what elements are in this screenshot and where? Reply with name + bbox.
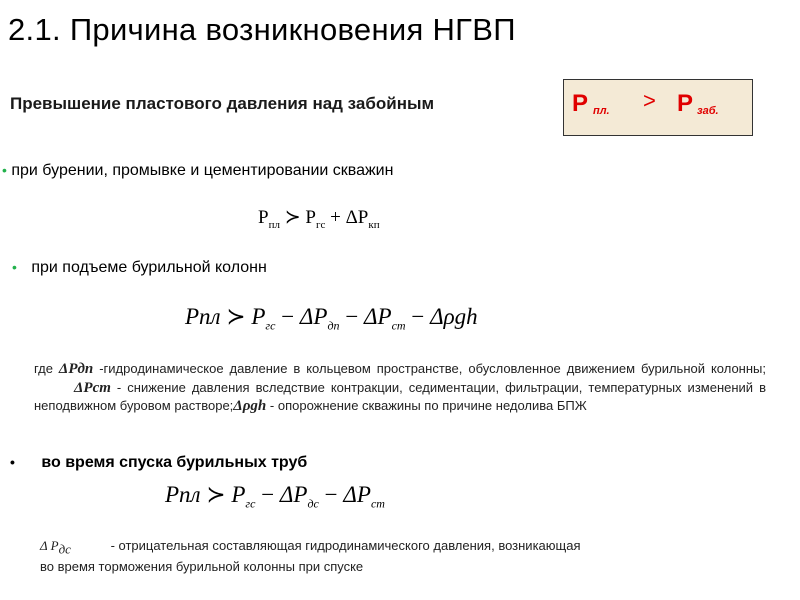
bullet-icon: •	[12, 259, 17, 275]
bullet-icon: •	[2, 162, 7, 178]
subtitle: Превышение пластового давления над забойным	[10, 94, 435, 113]
bullet-drilling	[2, 162, 393, 180]
bullet-text: во время спуска бурильных труб	[41, 454, 308, 471]
slide-title: 2.1. Причина возникновения НГВП	[8, 12, 516, 47]
formula-running: Pпл ≻ $P_{гс} - \Delta P_{дс} - \Delta P_{ст}$	[165, 482, 385, 511]
note-paragraph: Δ $P_{дс}$ - отрицательная составляющая гидродинамического давления, возникающая во время торможения бурильной колонны при спуске	[40, 538, 581, 574]
bullet-icon: •	[10, 454, 15, 470]
explanation-paragraph: где ΔPдп -гидродинамическое давление в кольцевом пространстве, обусловленное движением бурильной колонны; ΔPст - снижение давления вследствие контракции, седиментации, фильтрации, температурных изменений в неподвижном буровом растворе;Δρgh - опорожнение скважины по причине недолива БПЖ	[34, 361, 766, 414]
formula-pulling: Pпл ≻ $P_{гс} - \Delta P_{дп} - \Delta P_{ст} - \Delta\rho gh$	[185, 304, 478, 333]
box-operator: >	[643, 88, 656, 113]
bullet-text: при бурении, промывке и цементировании скважин	[11, 162, 394, 179]
box-s2: заб.	[697, 105, 719, 117]
box-s1: пл.	[593, 105, 610, 117]
bullet-running	[10, 454, 307, 472]
condition-box	[563, 79, 753, 136]
bullet-pulling	[12, 259, 267, 277]
bullet-text: при подъеме бурильной колонн	[31, 259, 267, 276]
box-p2: P	[677, 90, 694, 117]
box-p1: P	[572, 90, 589, 117]
formula-drilling: $P_{пл}$ ≻ $P_{гс} + \Delta P_{кп}$	[258, 207, 380, 231]
